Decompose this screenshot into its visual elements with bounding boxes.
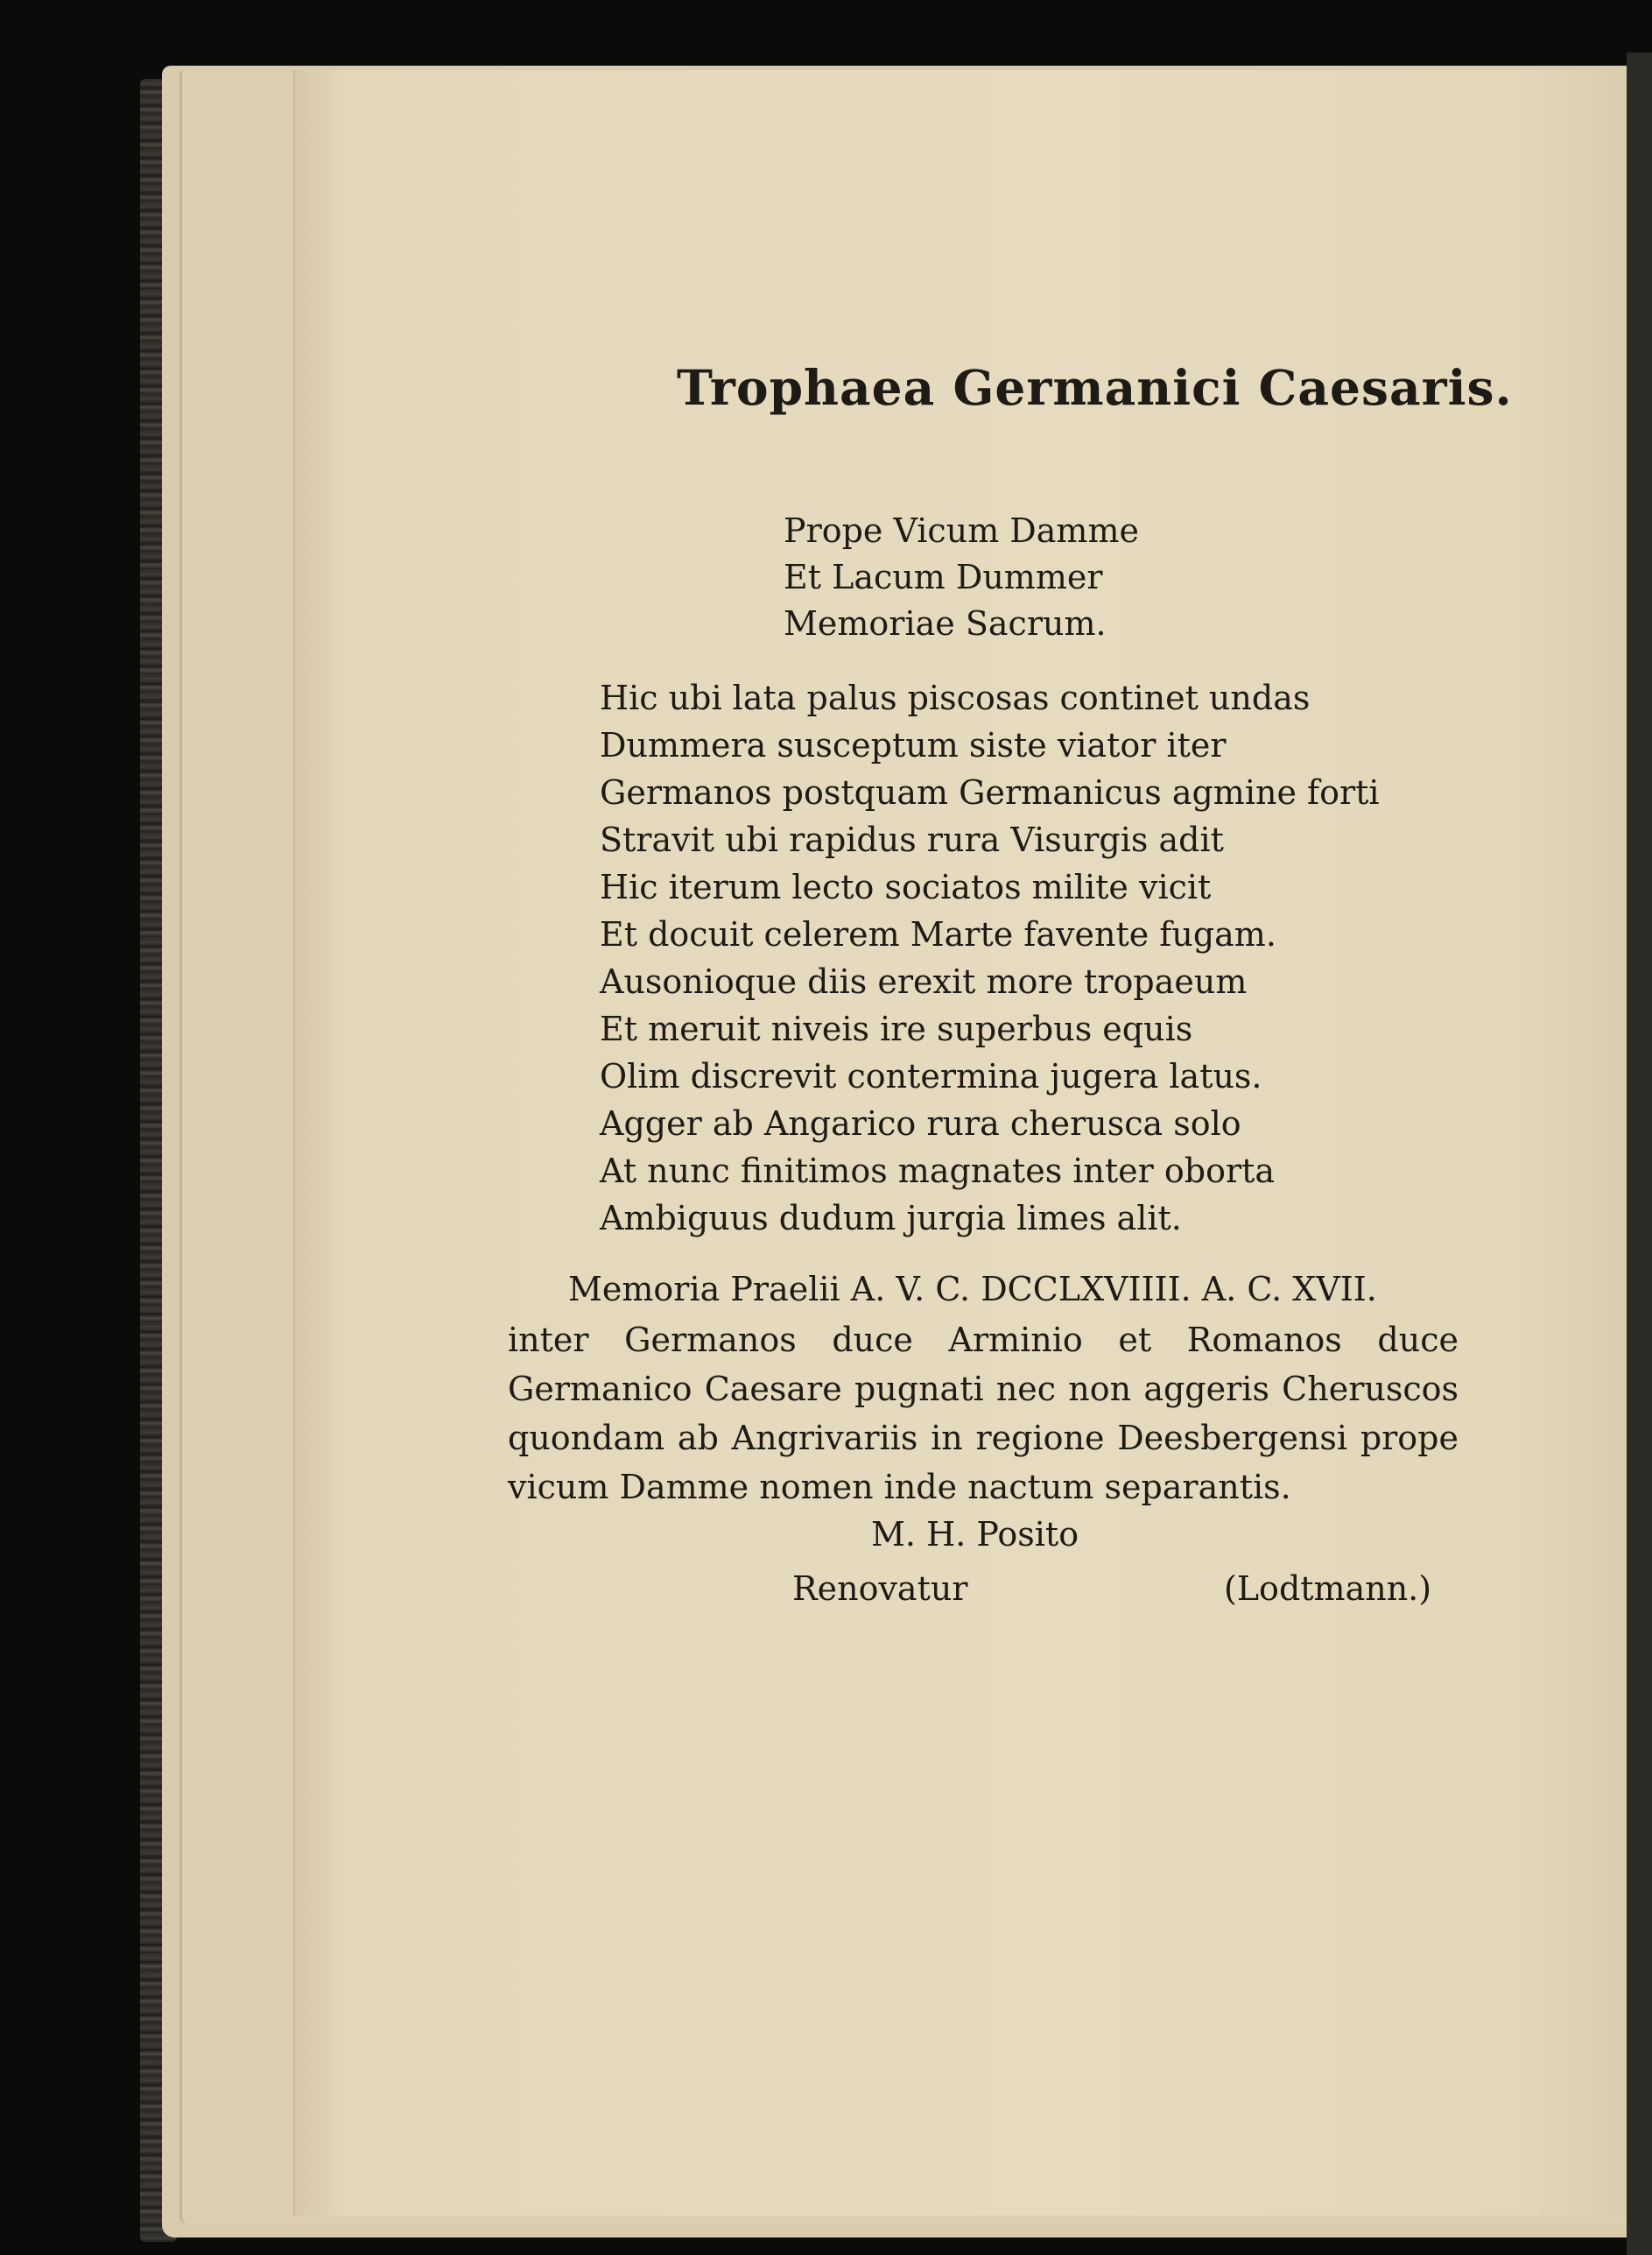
page-title: Trophaea Germanici Caesaris.	[677, 359, 1513, 416]
poem-line: Ausonioque diis erexit more tropaeum	[600, 962, 1248, 1001]
poem-line: Olim discrevit contermina jugera latus.	[600, 1057, 1262, 1096]
author-attribution: (Lodtmann.)	[1224, 1569, 1432, 1608]
renovatur-line: Renovatur	[792, 1569, 968, 1608]
poem-line: Hic ubi lata palus piscosas continet undas	[600, 679, 1311, 717]
dedication-block	[784, 508, 1139, 647]
poem-line: Et meruit niveis ire superbus equis	[600, 1010, 1193, 1048]
posito-line: M. H. Posito	[871, 1515, 1079, 1554]
poem-line: Agger ab Angarico rura cherusca solo	[600, 1104, 1241, 1143]
poem-line: Stravit ubi rapidus rura Visurgis adit	[600, 821, 1224, 859]
poem-block	[600, 674, 1380, 1242]
poem-line: Et docuit celerem Marte favente fugam.	[600, 915, 1276, 954]
poem-line: Hic iterum lecto sociatos milite vicit	[600, 868, 1212, 906]
memoria-paragraph: inter Germanos duce Arminio et Romanos duce Germanico Caesare pugnati nec non aggeris Cheruscos quondam ab Angrivariis in regione Deesbergensi prope vicum Damme nomen inde nactum separantis.	[508, 1321, 1459, 1506]
facing-page-edge	[1627, 53, 1652, 2255]
poem-line: Dummera susceptum siste viator iter	[600, 726, 1227, 765]
poem-line: Ambiguus dudum jurgia limes alit.	[600, 1199, 1182, 1237]
poem-line: Germanos postquam Germanicus agmine forti	[600, 773, 1380, 812]
dedication-line: Memoriae Sacrum.	[784, 604, 1107, 643]
dedication-line: Prope Vicum Damme	[784, 511, 1139, 550]
dedication-line: Et Lacum Dummer	[784, 558, 1103, 596]
poem-line: At nunc finitimos magnates inter oborta	[600, 1152, 1276, 1190]
memoria-first-line: Memoria Praelii A. V. C. DCCLXVIIII. A. C. XVII.	[568, 1270, 1377, 1308]
